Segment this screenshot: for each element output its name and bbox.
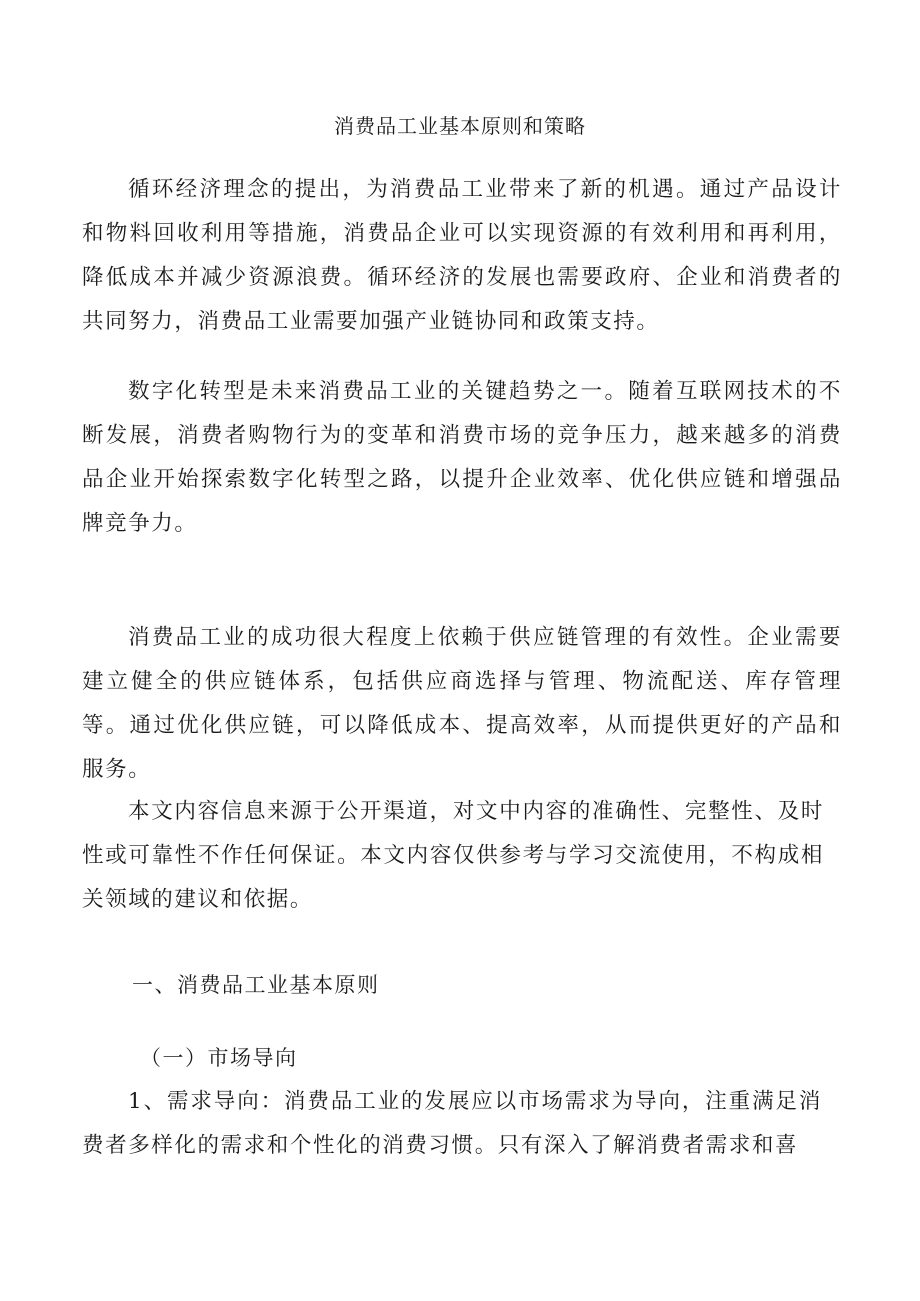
paragraph-disclaimer: 本文内容信息来源于公开渠道，对文中内容的准确性、完整性、及时性或可靠性不作任何保证。本文内容仅供参考与学习交流使用，不构成相关领域的建议和依据。 [82, 799, 824, 912]
paragraph-digital-transformation: 数字化转型是未来消费品工业的关键趋势之一。随着互联网技术的不断发展，消费者购物行为的变革和消费市场的竞争压力，越来越多的消费品企业开始探索数字化转型之路，以提升企业效率、优化供应链和增强品牌竞争力。 [82, 379, 842, 536]
subsection-heading: （一）市场导向 [140, 1046, 298, 1070]
list-item-demand-oriented: 1、需求导向：消费品工业的发展应以市场需求为导向，注重满足消费者多样化的需求和个性化的消费习惯。只有深入了解消费者需求和喜 [82, 1089, 822, 1158]
document-title: 消费品工业基本原则和策略 [334, 114, 586, 138]
paragraph-circular-economy: 循环经济理念的提出，为消费品工业带来了新的机遇。通过产品设计和物料回收利用等措施，消费品企业可以实现资源的有效利用和再利用，降低成本并减少资源浪费。循环经济的发展也需要政府、企业和消费者的共同努力，消费品工业需要加强产业链协同和政策支持。 [82, 177, 842, 334]
section-heading: 一、消费品工业基本原则 [132, 973, 380, 997]
paragraph-supply-chain: 消费品工业的成功很大程度上依赖于供应链管理的有效性。企业需要建立健全的供应链体系，包括供应商选择与管理、物流配送、库存管理等。通过优化供应链，可以降低成本、提高效率，从而提供更好的产品和服务。 [82, 625, 842, 782]
